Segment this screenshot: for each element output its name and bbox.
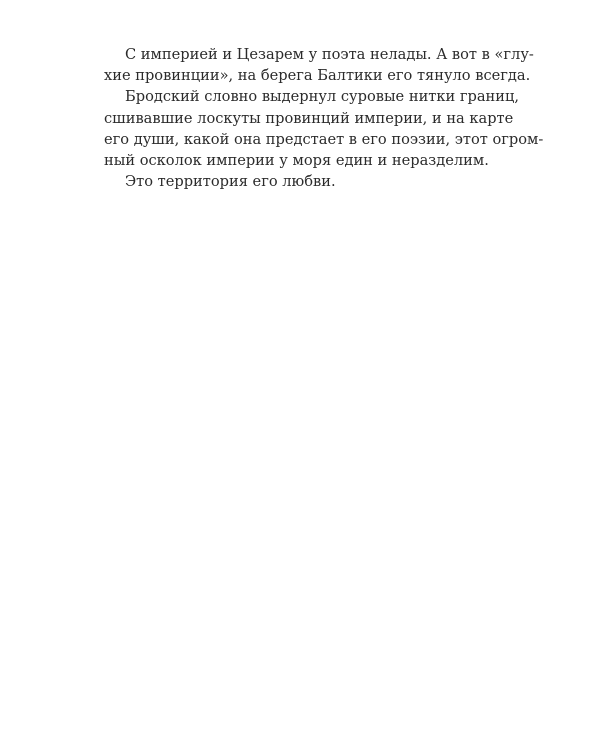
- paragraph-2-line-4: ный осколок империи у моря един и неразделим.: [104, 152, 489, 170]
- paragraph-2-line-1: Бродский словно выдернул суровые нитки границ,: [125, 88, 520, 106]
- paragraph-1-line-2: хие провинции», на берега Балтики его тянуло всегда.: [104, 67, 531, 85]
- paragraph-3-line-1: Это территория его любви.: [125, 173, 336, 191]
- paragraph-2-line-2: сшивавшие лоскуты провинций империи, и на карте: [104, 109, 514, 127]
- paragraph-1-line-1: С империей и Цезарем у поэта нелады. А вот в «глу-: [125, 46, 534, 63]
- body-text: [104, 44, 544, 192]
- paragraph-2-line-3: его души, какой она предстает в его поэзии, этот огром-: [104, 130, 544, 148]
